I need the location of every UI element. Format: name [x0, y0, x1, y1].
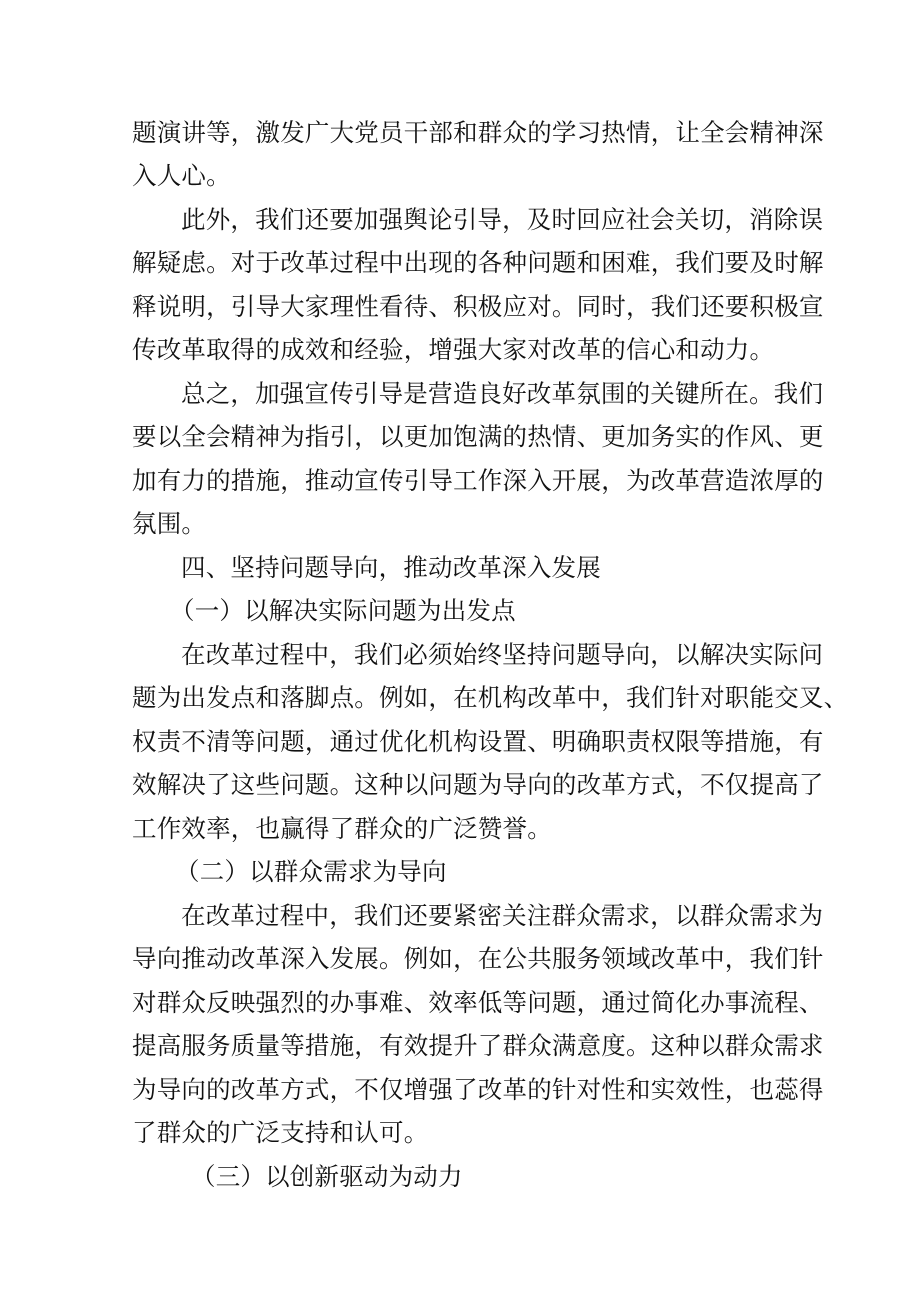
- text-line: 在改革过程中，我们必须始终坚持问题导向，以解决实际问: [181, 640, 824, 669]
- text-line: 释说明，引导大家理性看待、积极应对。同时，我们还要积极宣: [132, 292, 824, 321]
- text-line: 入人心。: [132, 161, 231, 190]
- text-line: 传改革取得的成效和经验，增强大家对改革的信心和动力。: [132, 335, 775, 364]
- text-line: 提高服务质量等措施，有效提升了群众满意度。这种以群众需求: [132, 1031, 824, 1060]
- text-line: 要以全会精神为指引，以更加饱满的热情、更加务实的作风、更: [132, 422, 824, 451]
- text-line: 此外，我们还要加强舆论引导，及时回应社会关切，消除误: [181, 205, 824, 234]
- text-line: 题演讲等，激发广大党员干部和群众的学习热情，让全会精神深: [132, 118, 824, 147]
- text-line: 效解决了这些问题。这种以问题为导向的改革方式，不仅提高了: [132, 770, 824, 799]
- text-line: 总之，加强宣传引导是营造良好改革氛围的关键所在。我们: [181, 379, 824, 408]
- text-line: 为导向的改革方式，不仅增强了改革的针对性和实效性，也蕊得: [132, 1075, 824, 1104]
- text-line: 在改革过程中，我们还要紧密关注群众需求，以群众需求为: [181, 901, 824, 930]
- subsection-heading: （一）以解决实际问题为出发点: [170, 596, 516, 625]
- text-line: 权责不清等问题，通过优化机构设置、明确职责权限等措施，有: [132, 727, 824, 756]
- section-heading: 四、坚持问题导向，推动改革深入发展: [181, 553, 601, 582]
- text-line: 对群众反映强烈的办事难、效率低等问题，通过简化办事流程、: [132, 988, 824, 1017]
- text-line: 了群众的广泛支持和认可。: [132, 1118, 429, 1147]
- text-line: 导向推动改革深入发展。例如，在公共服务领域改革中，我们针: [132, 944, 824, 973]
- text-line: 加有力的措施，推动宣传引导工作深入开展，为改革营造浓厚的: [132, 466, 824, 495]
- subsection-heading: （二）以群众需求为导向: [175, 857, 447, 886]
- text-line: 工作效率，也赢得了群众的广泛赞誉。: [132, 814, 552, 843]
- text-line: 题为出发点和落脚点。例如，在机构改革中，我们针对职能交叉、: [132, 683, 849, 712]
- subsection-heading: （三）以创新驱动为动力: [191, 1162, 463, 1191]
- text-line: 氛围。: [132, 509, 207, 538]
- text-line: 解疑虑。对于改革过程中出现的各种问题和困难，我们要及时解: [132, 248, 824, 277]
